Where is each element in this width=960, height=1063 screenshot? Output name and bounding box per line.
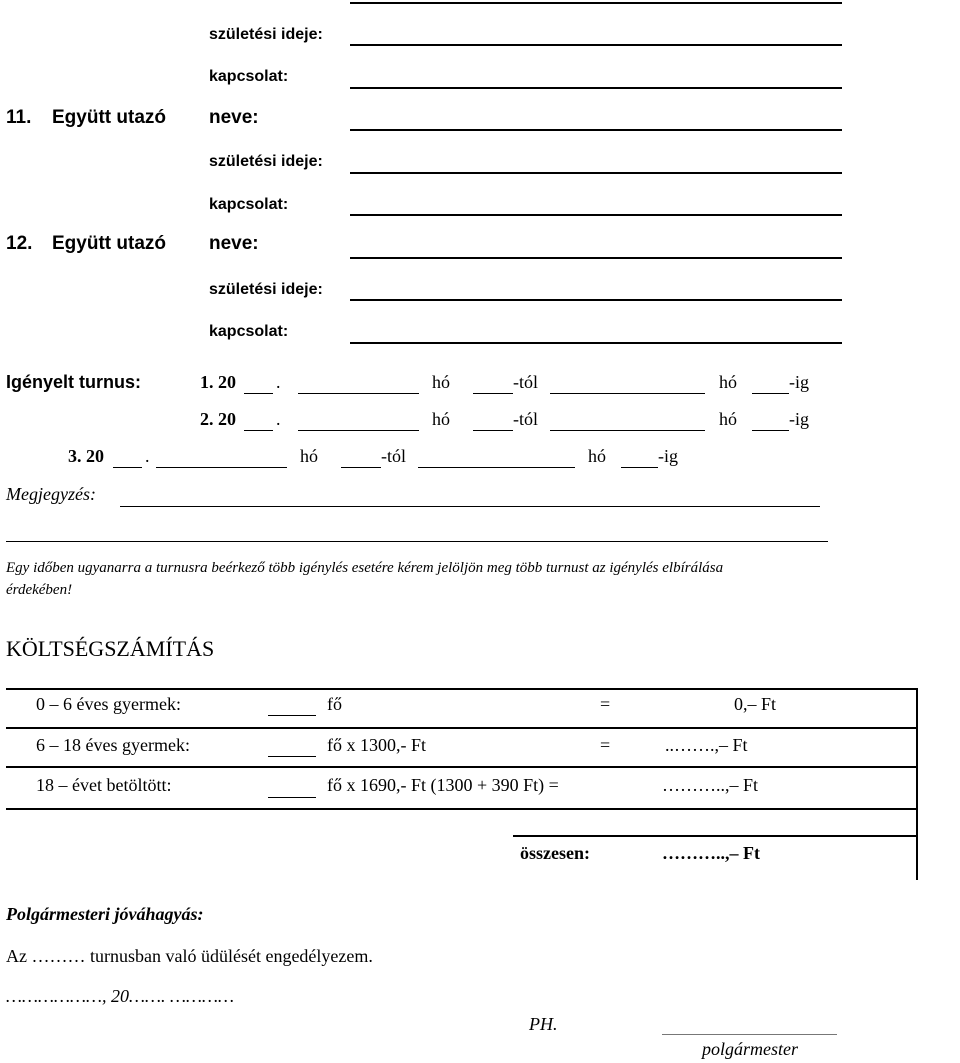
turnus-3-day-from-field[interactable] bbox=[341, 467, 381, 468]
cost-row-2-label: 6 – 18 éves gyermek: bbox=[36, 735, 190, 755]
turnus-3-dot: . bbox=[145, 446, 150, 466]
note-field-line-2[interactable] bbox=[6, 541, 828, 542]
turnus-3-month-to-field[interactable] bbox=[418, 467, 575, 468]
traveler-12-contact-label: kapcsolat: bbox=[209, 323, 289, 340]
turnus-2-ho-from: hó bbox=[432, 409, 450, 429]
birth-date-field[interactable] bbox=[350, 44, 842, 46]
traveler-12-name-field[interactable] bbox=[350, 257, 842, 259]
turnus-3-ho-to: hó bbox=[588, 446, 606, 466]
note-label: Megjegyzés: bbox=[6, 484, 96, 504]
turnus-1-day-from-field[interactable] bbox=[473, 393, 513, 394]
traveler-11-title: Együtt utazó bbox=[52, 107, 166, 128]
turnus-label: Igényelt turnus: bbox=[6, 372, 142, 392]
turnus-2-month-to-field[interactable] bbox=[550, 430, 705, 431]
approval-line: Az ……… turnusban való üdülését engedélyezem. bbox=[6, 946, 373, 966]
cost-row-3-unit: fő x 1690,- Ft (1300 + 390 Ft) = bbox=[327, 775, 559, 795]
turnus-3-month-from-field[interactable] bbox=[156, 467, 287, 468]
turnus-1-dot: . bbox=[276, 372, 281, 392]
turnus-2-ig: -ig bbox=[789, 409, 809, 429]
turnus-3-year-field[interactable] bbox=[113, 467, 142, 468]
cost-row-1-equals: = bbox=[600, 694, 611, 714]
traveler-11-name-field[interactable] bbox=[350, 129, 842, 131]
cost-total-top-border bbox=[513, 835, 918, 837]
turnus-1-ho-to: hó bbox=[719, 372, 737, 392]
turnus-1-year-field[interactable] bbox=[244, 393, 273, 394]
cost-row-1-unit: fő bbox=[327, 694, 342, 714]
cost-table-top-border bbox=[6, 688, 918, 690]
traveler-11-birth-label: születési ideje: bbox=[209, 153, 323, 170]
cost-table-row-divider bbox=[6, 727, 918, 729]
cost-table-right-border bbox=[916, 688, 918, 880]
cost-total-amount: ………..,– Ft bbox=[662, 843, 760, 863]
turnus-2-ho-to: hó bbox=[719, 409, 737, 429]
approval-title: Polgármesteri jóváhagyás: bbox=[6, 904, 204, 924]
traveler-11-contact-field[interactable] bbox=[350, 214, 842, 216]
note-field-line-1[interactable] bbox=[120, 506, 820, 507]
traveler-11-name-label: neve: bbox=[209, 107, 259, 128]
cost-table-row-divider bbox=[6, 808, 918, 810]
turnus-3-day-to-field[interactable] bbox=[621, 467, 658, 468]
cost-row-2-amount: ..…….,– Ft bbox=[665, 735, 748, 755]
top-line bbox=[350, 2, 842, 4]
note-text-line-1: Egy időben ugyanarra a turnusra beérkező több igénylés esetére kérem jelöljön meg több turnust az igénylés elbírálása bbox=[6, 560, 724, 576]
turnus-1-day-to-field[interactable] bbox=[752, 393, 789, 394]
signature-label: polgármester bbox=[702, 1039, 798, 1059]
turnus-2-year-field[interactable] bbox=[244, 430, 273, 431]
turnus-1-ho-from: hó bbox=[432, 372, 450, 392]
turnus-1-tol: -tól bbox=[513, 372, 538, 392]
cost-title: KÖLTSÉGSZÁMÍTÁS bbox=[6, 636, 215, 661]
cost-row-3-count-field[interactable] bbox=[268, 797, 316, 798]
turnus-1-ig: -ig bbox=[789, 372, 809, 392]
cost-row-2-unit: fő x 1300,- Ft bbox=[327, 735, 426, 755]
note-text-line-2: érdekében! bbox=[6, 582, 73, 598]
turnus-3-ho-from: hó bbox=[300, 446, 318, 466]
traveler-12-name-label: neve: bbox=[209, 233, 259, 254]
traveler-12-contact-field[interactable] bbox=[350, 342, 842, 344]
turnus-1-month-from-field[interactable] bbox=[298, 393, 419, 394]
traveler-11-birth-field[interactable] bbox=[350, 172, 842, 174]
traveler-12-number: 12. bbox=[6, 233, 33, 254]
traveler-12-title: Együtt utazó bbox=[52, 233, 166, 254]
traveler-12-birth-label: születési ideje: bbox=[209, 281, 323, 298]
cost-row-1-amount: 0,– Ft bbox=[734, 694, 777, 714]
contact-field[interactable] bbox=[350, 87, 842, 89]
approval-date-line: ………………, 20……. ………… bbox=[6, 986, 235, 1006]
turnus-3-tol: -tól bbox=[381, 446, 406, 466]
cost-row-1-label: 0 – 6 éves gyermek: bbox=[36, 694, 181, 714]
traveler-12-birth-field[interactable] bbox=[350, 299, 842, 301]
turnus-1-month-to-field[interactable] bbox=[550, 393, 705, 394]
turnus-2-dot: . bbox=[276, 409, 281, 429]
cost-total-label: összesen: bbox=[520, 843, 590, 863]
turnus-3-ig: -ig bbox=[658, 446, 678, 466]
cost-row-1-count-field[interactable] bbox=[268, 715, 316, 716]
signature-line[interactable] bbox=[662, 1034, 837, 1035]
birth-date-label: születési ideje: bbox=[209, 26, 323, 43]
cost-row-3-label: 18 – évet betöltött: bbox=[36, 775, 172, 795]
cost-row-3-amount: ………..,– Ft bbox=[662, 775, 759, 795]
ph-mark: PH. bbox=[529, 1014, 558, 1034]
turnus-1-prefix: 1. 20 bbox=[200, 372, 236, 392]
cost-table-row-divider bbox=[6, 766, 918, 768]
turnus-2-month-from-field[interactable] bbox=[298, 430, 419, 431]
turnus-3-prefix: 3. 20 bbox=[68, 446, 104, 466]
turnus-2-tol: -tól bbox=[513, 409, 538, 429]
cost-row-2-equals: = bbox=[600, 735, 611, 755]
contact-label: kapcsolat: bbox=[209, 68, 289, 85]
turnus-2-prefix: 2. 20 bbox=[200, 409, 236, 429]
traveler-11-contact-label: kapcsolat: bbox=[209, 196, 289, 213]
turnus-2-day-to-field[interactable] bbox=[752, 430, 789, 431]
cost-row-2-count-field[interactable] bbox=[268, 756, 316, 757]
traveler-11-number: 11. bbox=[6, 107, 32, 128]
turnus-2-day-from-field[interactable] bbox=[473, 430, 513, 431]
